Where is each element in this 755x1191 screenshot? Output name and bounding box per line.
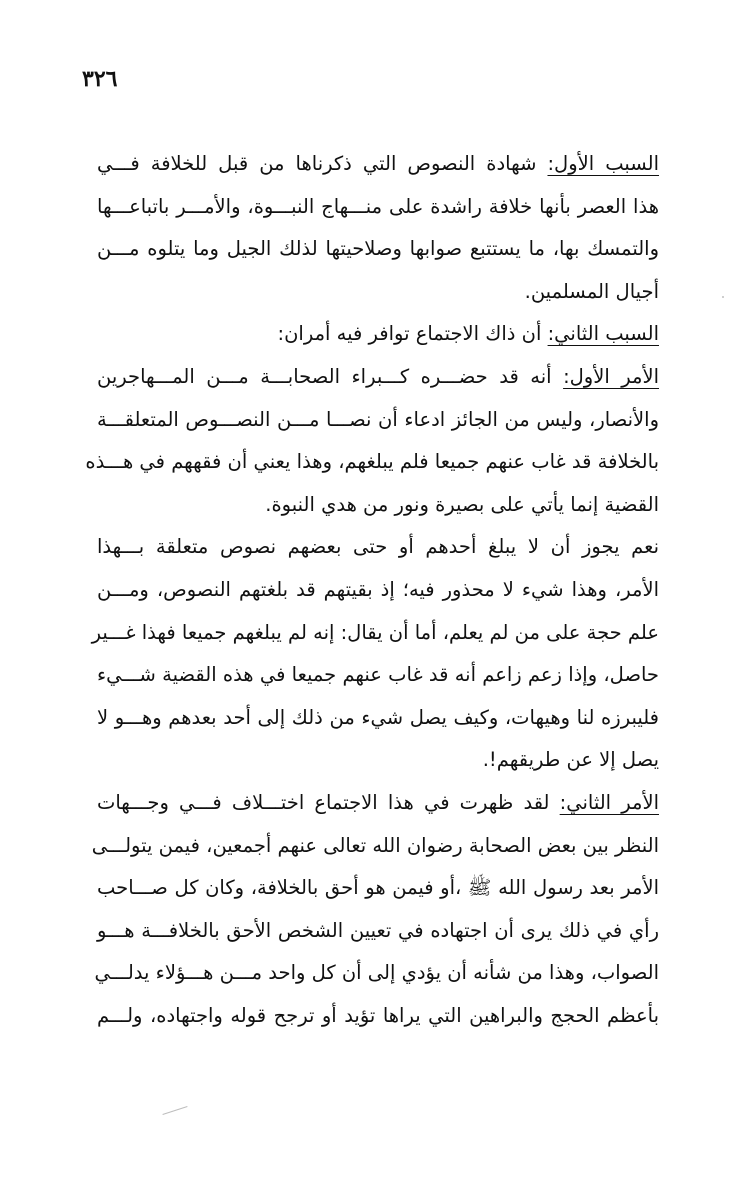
line-text: هذا العصر بأنها خلافة راشدة على منـــهاج النبـــوة، والأمـــر باتباعـــها	[97, 194, 659, 218]
text-body	[85, 143, 660, 1037]
line-text: القضية إنما يأتي على بصيرة ونور من هدي النبوة.	[265, 492, 659, 516]
line-text: يصل إلا عن طريقهم!.	[482, 748, 659, 772]
text-line	[97, 313, 659, 356]
text-line	[97, 569, 659, 612]
text-line	[97, 654, 659, 697]
text-line	[97, 143, 659, 186]
line-text: بأعظم الحجج والبراهين التي يراها تؤيد أو ترجح قوله واجتهاده، ولـــم	[97, 1003, 659, 1027]
page-number: ٣٢٦	[82, 66, 118, 92]
text-line	[97, 782, 659, 825]
section-heading: الأمر الثاني:	[559, 790, 659, 814]
line-text: رأي في ذلك يرى أن اجتهاده في تعيين الشخص الأحق بالخلافـــة هـــو	[97, 918, 659, 942]
line-text: أجيال المسلمين.	[524, 279, 659, 303]
line-text: نعم يجوز أن لا يبلغ أحدهم أو حتى بعضهم نصوص متعلقة بـــهذا	[97, 535, 659, 559]
text-line	[97, 867, 659, 910]
line-text: بالخلافة قد غاب عنهم جميعا فلم يبلغهم، وهذا يعني أن فقههم في هـــذه	[85, 450, 659, 474]
text-line	[97, 228, 659, 271]
text-line	[97, 739, 659, 782]
text-line	[97, 995, 659, 1038]
line-text: والتمسك بها، ما يستتبع صوابها وصلاحيتها لذلك الجيل وما يتلوه مـــن	[97, 237, 659, 261]
text-line	[97, 526, 659, 569]
line-text: علم حجة على من لم يعلم، أما أن يقال: إنه لم يبلغهم جميعا فهذا غـــير	[91, 620, 659, 644]
line-text: النظر بين بعض الصحابة رضوان الله تعالى عنهم أجمعين، فيمن يتولـــى	[91, 833, 659, 857]
line-text: فليبرزه لنا وهيهات، وكيف يصل شيء من ذلك إلى أحد بعدهم وهـــو لا	[97, 705, 659, 729]
line-text: والأنصار، وليس من الجائز ادعاء أن نصـــا مـــن النصـــوص المتعلقـــة	[97, 407, 659, 431]
line-text: أن ذاك الاجتماع توافر فيه أمران:	[277, 322, 548, 346]
text-line	[94, 952, 659, 995]
text-line	[97, 356, 659, 399]
line-text: الأمر، وهذا شيء لا محذور فيه؛ إذ بقيتهم قد بلغتهم النصوص، ومـــن	[97, 577, 659, 601]
scan-mark	[162, 1106, 187, 1115]
text-line	[91, 612, 659, 655]
line-text: حاصل، وإذا زعم زاعم أنه قد غاب عنهم جميعا في هذه القضية شـــيء	[97, 663, 659, 687]
section-heading: الأمر الأول:	[563, 364, 659, 388]
text-line	[97, 697, 659, 740]
line-text: لقد ظهرت في هذا الاجتماع اختـــلاف فـــي وجـــهات	[97, 790, 560, 814]
text-line	[91, 825, 659, 868]
section-heading: السبب الأول:	[547, 152, 660, 175]
line-text: شهادة النصوص التي ذكرناها من قبل للخلافة فـــي	[97, 152, 548, 175]
line-text: أنه قد حضـــره كـــبراء الصحابـــة مـــن المـــهاجرين	[97, 364, 564, 388]
edge-mark	[722, 296, 724, 298]
text-line	[97, 186, 659, 229]
line-text: الأمر بعد رسول الله ﷺ ،أو فيمن هو أحق بالخلافة، وكان كل صـــاحب	[97, 876, 659, 900]
text-line	[97, 910, 659, 953]
section-heading: السبب الثاني:	[547, 322, 659, 346]
text-line	[97, 399, 659, 442]
text-line	[85, 441, 659, 484]
line-text: الصواب، وهذا من شأنه أن يؤدي إلى أن كل واحد مـــن هـــؤلاء يدلـــي	[94, 961, 659, 985]
text-line	[97, 484, 659, 527]
text-line	[97, 271, 659, 314]
